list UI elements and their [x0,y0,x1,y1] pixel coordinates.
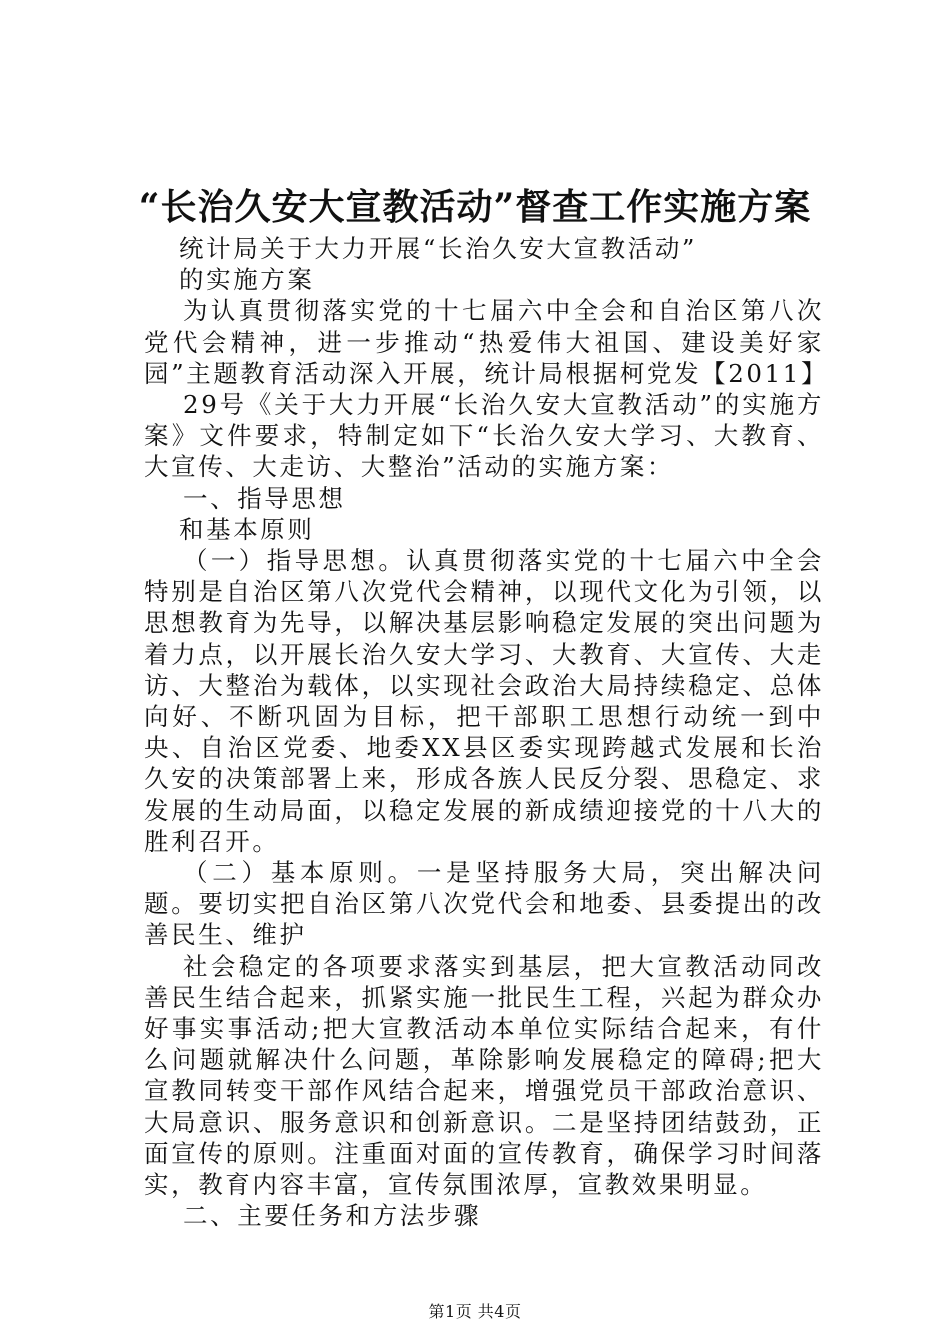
page-number-footer: 第1页 共4页 [428,1302,522,1321]
document-title: “长治久安大宣教活动”督查工作实施方案 [138,186,812,228]
paragraph-guiding-ideology: （一）指导思想。认真贯彻落实党的十七届六中全会特别是自治区第八次党代会精神，以现代文化为引领，以思想教育为先导，以解决基层影响稳定发展的突出问题为着力点，以开展长治久安大学习、大教育、大宣传、大走访、大整治为载体，以实现社会政治大局持续稳定、总体向好、不断巩固为目标，把干部职工思想行动统一到中央、自治区党委、地委XX县区委实现跨越式发展和长治久安的决策部署上来，形成各族人民反分裂、思稳定、求发展的生动局面，以稳定发展的新成绩迎接党的十八大的胜利召开。 [144,546,824,856]
section-heading-2: 二、主要任务和方法步骤 [183,1201,482,1231]
paragraph-basic-principles: （二）基本原则。一是坚持服务大局，突出解决问题。要切实把自治区第八次党代会和地委、县委提出的改善民生、维护 [144,858,824,950]
section-heading-1: 一、指导思想 [183,483,346,513]
paragraph-social-stability: 社会稳定的各项要求落实到基层，把大宣教活动同改善民生结合起来，抓紧实施一批民生工程，兴起为群众办好事实事活动;把大宣教活动本单位实际结合起来，有什么问题就解决什么问题，革除影响发展稳定的障碍;把大宣教同转变干部作风结合起来，增强党员干部政治意识、大局意识、服务意识和创新意识。二是坚持团结鼓劲，正面宣传的原则。注重面对面的宣传教育，确保学习时间落实，教育内容丰富，宣传氛围浓厚，宣教效果明显。 [144,951,824,1200]
paragraph-subtitle-line-1: 统计局关于大力开展“长治久安大宣教活动” [179,234,698,263]
paragraph-subtitle-line-2: 的实施方案 [179,265,315,295]
section-heading-1-continued: 和基本原则 [179,514,315,544]
paragraph-intro: 为认真贯彻落实党的十七届六中全会和自治区第八次党代会精神，进一步推动“热爱伟大祖国、建设美好家园”主题教育活动深入开展，统计局根据柯党发【2011】 [144,296,829,388]
document-body [144,233,829,1232]
paragraph-document-requirement: 29号《关于大力开展“长治久安大宣教活动”的实施方案》文件要求，特制定如下“长治久安大学习、大教育、大宣传、大走访、大整治”活动的实施方案： [144,390,824,482]
